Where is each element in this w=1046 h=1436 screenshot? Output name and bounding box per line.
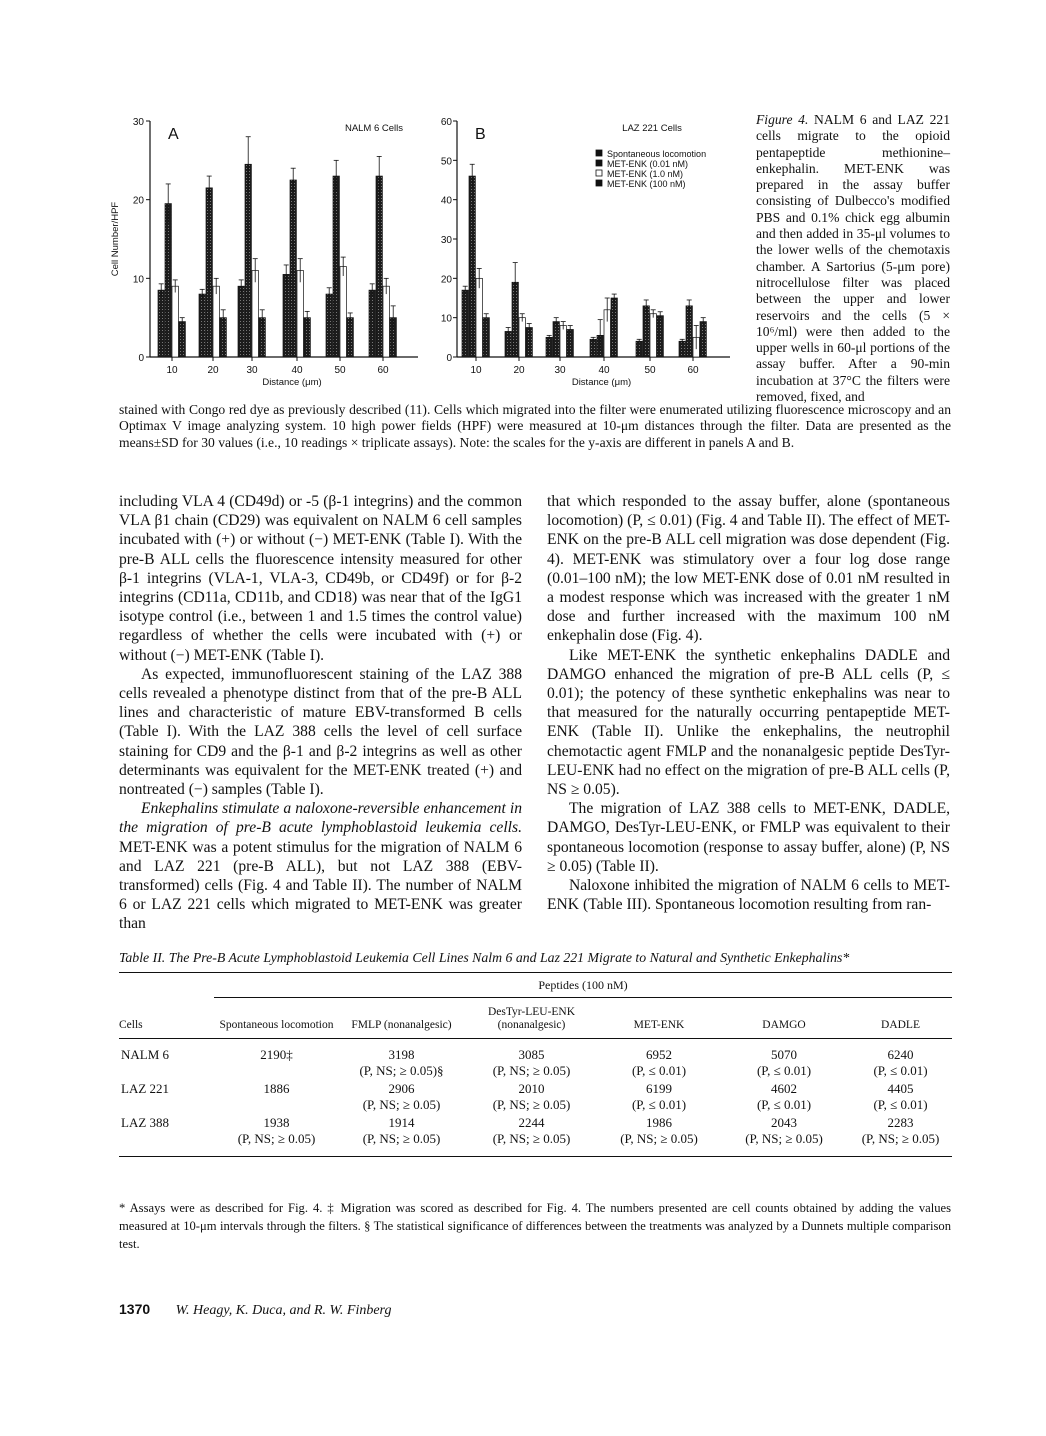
bar <box>333 176 339 357</box>
table-header: DAMGO <box>762 1019 806 1031</box>
bar <box>383 286 389 357</box>
legend-label: MET-ENK (100 nM) <box>607 179 686 189</box>
table-cell: 5070 <box>771 1047 797 1062</box>
table-cell-note <box>214 1097 339 1113</box>
table-cell-note: (P, ≤ 0.01) <box>631 1063 687 1078</box>
bar <box>158 290 164 357</box>
table-cell: 2010 <box>518 1081 545 1096</box>
panel-letter: A <box>168 126 179 143</box>
table-cell-note: (P, NS; ≥ 0.05) <box>745 1131 823 1146</box>
table-cell-note: (P, NS; ≥ 0.05)§ <box>359 1063 444 1078</box>
bar <box>206 188 212 357</box>
bar <box>476 278 482 357</box>
table-cell-note: (P, NS; ≥ 0.05) <box>237 1131 316 1146</box>
table-cell-note: (P, NS; ≥ 0.05) <box>620 1131 698 1146</box>
x-tick-label: 50 <box>644 365 656 376</box>
x-tick-label: 30 <box>246 365 258 376</box>
bar <box>213 286 219 357</box>
table-header-cells: Cells <box>119 1019 143 1031</box>
table-cell: 3198 <box>388 1047 415 1062</box>
y-tick-label: 0 <box>138 353 144 364</box>
bar <box>700 322 706 357</box>
legend-label: Spontaneous locomotion <box>607 149 707 159</box>
table-title: Table II. The Pre-B Acute Lymphoblastoid Leukemia Cell Lines Nalm 6 and Laz 221 Migrate to Natural and Synthetic Enkephalins* <box>119 950 850 965</box>
y-tick-label: 30 <box>132 117 144 128</box>
table-cell: 2043 <box>771 1115 797 1130</box>
table-cell-note: (P, ≤ 0.01) <box>756 1063 812 1078</box>
bar <box>326 294 332 357</box>
table-cell-note <box>214 1063 339 1079</box>
table-cell: 1914 <box>388 1115 415 1130</box>
y-tick-label: 20 <box>132 195 144 207</box>
table-cell-note: (P, NS; ≥ 0.05) <box>492 1131 571 1146</box>
table-cell: 2190‡ <box>260 1047 293 1062</box>
y-tick-label: 60 <box>440 117 452 128</box>
table-row-note <box>119 1097 952 1113</box>
bar <box>526 328 532 358</box>
table-cell-note: (P, ≤ 0.01) <box>756 1097 812 1112</box>
x-tick-label: 60 <box>377 365 389 376</box>
table-header: FMLP (nonanalgesic) <box>351 1019 452 1031</box>
body-column-left <box>119 492 522 934</box>
paragraph: Naloxone inhibited the migration of NALM 6 cells to MET-ENK (Table III). Spontaneous locomotion resulting from ran- <box>547 877 950 914</box>
table-cell: 2906 <box>388 1081 415 1096</box>
legend-swatch <box>596 180 602 186</box>
paragraph: Like MET-ENK the synthetic enkephalins DADLE and DAMGO enhanced the migration of pre-B ALL cells (P, ≤ 0.01); the potency of these synthetic enkephalins was near to that measured for the naturally occurring pentapeptide MET-ENK (Table II). Unlike the enkephalins, the neutrophil chemotactic agent FMLP and the nonanalgesic peptide DesTyr-LEU-ENK had no effect on the migration of pre-B ALL cells (P, NS ≥ 0.05). <box>547 646 950 799</box>
bar <box>657 316 663 357</box>
table-row <box>119 1039 952 1064</box>
bar <box>179 322 185 357</box>
bar <box>245 164 251 357</box>
y-tick-label: 10 <box>132 274 144 286</box>
x-tick-label: 30 <box>554 365 566 376</box>
legend-swatch <box>596 150 602 156</box>
table-header: Spontaneous locomotion <box>219 1019 334 1031</box>
table-cell: 4405 <box>887 1081 914 1096</box>
figure-caption-side-text: NALM 6 and LAZ 221 cells migrate to the opioid pentapeptide methionine–enkephalin. MET-ENK was prepared in the assay buffer consisting of Dulbecco's modified PBS and 0.1% chick egg albumin and then added in 35-μl volumes to the lower wells of the chemotaxis chamber. A Sartorius (5-μm pore) nitrocellulose filter was placed between the upper and lower reservoirs and the cells (5 × 10⁶/ml) were then added to the upper wells in 60-μl portions of the assay buffer. After a 90-min incubation at 37°C the filters were removed, fixed, and <box>756 112 950 405</box>
table-cell: 2244 <box>518 1115 545 1130</box>
table-row <box>119 1079 952 1097</box>
bar <box>462 290 468 357</box>
page-footer <box>119 1301 391 1319</box>
bar <box>546 337 552 357</box>
table-group-header: Peptides (100 nM) <box>214 979 952 998</box>
table-cell: 4602 <box>771 1081 797 1096</box>
bar <box>238 286 244 357</box>
table-cell: 6240 <box>887 1047 914 1062</box>
table-row-note <box>119 1063 952 1079</box>
bar <box>636 341 642 357</box>
bar <box>553 322 559 357</box>
table-cell: 6952 <box>646 1047 672 1062</box>
bar <box>567 329 573 357</box>
paragraph: The migration of LAZ 388 cells to MET-ENK, DADLE, DAMGO, DesTyr-LEU-ENK, or FMLP was equivalent to their spontaneous locomotion (response to assay buffer, alone) (P, NS ≥ 0.05) (Table II). <box>547 800 950 875</box>
paragraph: As expected, immunofluorescent staining of the LAZ 388 cells revealed a phenotype distinct from that of the pre-B ALL lines and characteristic of mature EBV-transformed B cells (Table I). With the LAZ 388 cells the level of cell surface staining for CD9 and the β-1 and β-2 integrins as well as other determinants was equivalent for the MET-ENK treated (+) and nontreated (−) samples (Table I). <box>119 665 522 799</box>
y-axis-label: Cell Number/HPF <box>110 201 121 277</box>
bar <box>679 341 685 357</box>
table-cell-note: (P, NS; ≥ 0.05) <box>861 1131 940 1146</box>
bar <box>590 339 596 357</box>
x-tick-label: 50 <box>334 365 346 376</box>
bar <box>469 176 475 357</box>
bar <box>252 270 258 357</box>
y-tick-label: 50 <box>440 156 452 168</box>
legend-swatch <box>596 170 602 176</box>
figure-caption-side <box>756 112 950 405</box>
bar <box>283 274 289 357</box>
table-2 <box>119 972 952 1157</box>
table-cell-note: (P, NS; ≥ 0.05) <box>362 1097 441 1112</box>
panel-letter: B <box>475 126 486 143</box>
bar <box>643 306 649 357</box>
bar <box>297 270 303 357</box>
table-cell: 1986 <box>646 1115 672 1130</box>
bar <box>376 176 382 357</box>
bar <box>340 267 346 357</box>
x-tick-label: 10 <box>470 365 482 376</box>
bar <box>290 180 296 357</box>
table-footnote: * Assays were as described for Fig. 4. ‡ Migration was scored as described for Fig. 4. The numbers presented are cell counts obtained by adding the values measured at 10-μm intervals through the filters. § The statistical significance of differences between the treatments was analyzed by a Dunnets multiple comparison test. <box>119 1201 951 1251</box>
chart-title: LAZ 221 Cells <box>622 123 682 134</box>
paragraph-text: MET-ENK was a potent stimulus for the migration of NALM 6 and LAZ 221 (pre-B ALL), but not LAZ 388 (EBV-transformed) cells (Fig. 4 and Table II). The number of NALM 6 or LAZ 221 cells which migrated to MET-ENK was greater than <box>119 838 522 933</box>
table-cell-name: NALM 6 <box>121 1047 170 1062</box>
x-tick-label: 20 <box>513 365 525 376</box>
x-tick-label: 40 <box>291 365 303 376</box>
x-axis-label: Distance (μm) <box>262 377 322 388</box>
table-header: DADLE <box>881 1019 920 1031</box>
table-header: MET-ENK <box>633 1019 685 1031</box>
x-axis-label: Distance (μm) <box>571 377 632 388</box>
x-tick-label: 20 <box>207 365 219 376</box>
bar <box>611 298 617 357</box>
figure-label: Figure 4. <box>756 112 809 127</box>
figure-caption-full: stained with Congo red dye as previously described (11). Cells which migrated into the filter were enumerated utilizing fluorescence microscopy and an Optimax V image analyzing system. 10 high power fields (HPF) were measured at 10-μm distances through the filter. Data are presented as the means±SD for 30 values (i.e., 10 readings × triplicate assays). Note: the scales for the y-axis are different in panels A and B. <box>119 402 951 450</box>
bar <box>483 318 489 357</box>
bar <box>347 318 353 357</box>
table-row <box>119 1113 952 1131</box>
table-cell-note: (P, ≤ 0.01) <box>631 1097 687 1112</box>
table-cell: 1938 <box>263 1115 290 1130</box>
section-heading: Enkephalins stimulate a naloxone-reversible enhancement in the migration of pre-B acute lymphoblastoid leukemia cells. <box>119 800 522 837</box>
table-cell-note: (P, NS; ≥ 0.05) <box>492 1063 571 1078</box>
table-cell-name: LAZ 221 <box>121 1081 170 1096</box>
legend-label: MET-ENK (0.01 nM) <box>607 159 689 169</box>
y-tick-label: 20 <box>440 274 452 286</box>
y-tick-label: 0 <box>446 353 452 364</box>
y-tick-label: 10 <box>440 313 452 325</box>
bar <box>199 294 205 357</box>
bar <box>519 318 525 357</box>
legend-label: MET-ENK (1.0 nM) <box>607 169 684 179</box>
x-tick-label: 40 <box>598 365 610 376</box>
table-cell: 3085 <box>518 1047 545 1062</box>
table-cell-name: LAZ 388 <box>121 1115 170 1130</box>
table-body <box>119 1039 952 1157</box>
running-authors: W. Heagy, K. Duca, and R. W. Finberg <box>175 1303 392 1318</box>
table-cell-note: (P, NS; ≥ 0.05) <box>362 1131 441 1146</box>
y-tick-label: 30 <box>440 235 452 246</box>
table-cell-note: (P, ≤ 0.01) <box>873 1097 928 1112</box>
bar <box>165 204 171 357</box>
bar <box>650 314 656 357</box>
table-cell: 2283 <box>887 1115 914 1130</box>
table-cell-note: (P, ≤ 0.01) <box>873 1063 928 1078</box>
page-number: 1370 <box>119 1301 151 1317</box>
table-header: DesTyr-LEU-ENK (nonanalgesic) <box>487 1006 576 1031</box>
y-tick-label: 40 <box>440 195 452 207</box>
x-tick-label: 10 <box>166 365 178 376</box>
table-row-note <box>119 1131 952 1157</box>
table-cell: 1886 <box>263 1081 290 1096</box>
table-cell: 6199 <box>646 1081 672 1096</box>
bar <box>369 290 375 357</box>
legend-swatch <box>596 160 602 166</box>
x-tick-label: 60 <box>687 365 699 376</box>
paragraph <box>119 799 522 933</box>
paragraph: including VLA 4 (CD49d) or -5 (β-1 integrins) and the common VLA β1 chain (CD29) was equivalent on NALM 6 cell samples incubated with (+) or without (−) MET-ENK (Table I). With the pre-B ALL cells the fluorescence intensity measured for other β-1 integrins (VLA-1, VLA-3, CD49b, or CD49f) or for β-2 integrins (CD11a, CD11b, and CD18) was near that of the IgG1 isotype control (i.e., between 1 and 1.5 times the control value) regardless of whether the cells were incubated with (+) or without (−) MET-ENK (Table I). <box>119 493 522 664</box>
bar <box>172 286 178 357</box>
bar <box>560 326 566 357</box>
chart-title: NALM 6 Cells <box>344 123 404 134</box>
paragraph: that which responded to the assay buffer, alone (spontaneous locomotion) (P, ≤ 0.01) (Fig. 4 and Table II). The effect of MET-ENK on the pre-B ALL cell migration was dose dependent (Fig. 4). MET-ENK was stimulatory over a four log dose range (0.01–100 nM); the low MET-ENK dose of 0.01 nM resulted in a modest response which was increased with the greater 1 nM dose and further increased with the maximum 100 nM enkephalin dose (Fig. 4). <box>547 493 950 645</box>
body-column-right <box>547 492 950 914</box>
chart-panel-b <box>441 117 730 388</box>
bar <box>686 306 692 357</box>
chart-panel-a <box>110 117 418 388</box>
table-cell-note: (P, NS; ≥ 0.05) <box>492 1097 571 1112</box>
